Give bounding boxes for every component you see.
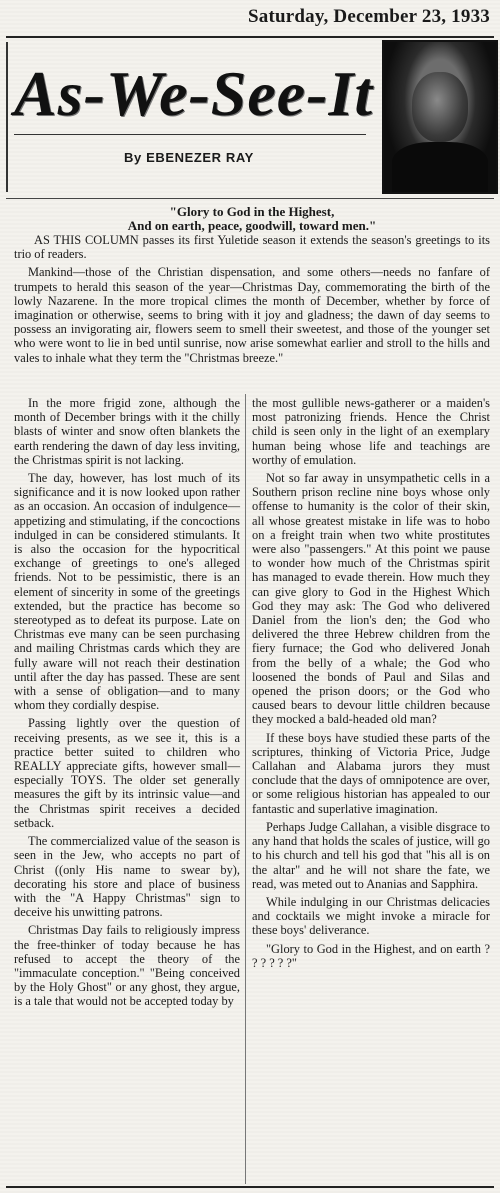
byline: By EBENEZER RAY: [124, 150, 254, 165]
right-column-paragraph: Perhaps Judge Callahan, a visible disgrace to any hand that holds the scales of justice, will go to his church and tell his god that "his all is on the altar" and he will not share the fate, we read, was meted out to Ananias and Sapphira.: [252, 819, 490, 891]
left-column-paragraph: Passing lightly over the question of receiving presents, as we see it, this is a practice better suited to children who REALLY appreciate gifts, however small—especially TOYS. The older set generally measures the gift by its intrinsic value—and the Christmas spirit receives a decided setback.: [14, 716, 240, 830]
portrait-shoulders: [392, 142, 488, 192]
intro-section: [14, 205, 490, 369]
right-column-paragraph: Not so far away in unsympathetic cells in a Southern prison recline nine boys whose only offense to humanity is the color of their skin, all whose greatest mistake in life was to hobo on a freight train when two white prostitutes were also "passengers." At this point we pause to wonder how much of the Christmas spirit has managed to evade therein. How much they can give glory to God in the Highest Which God they may ask: The God who delivered Daniel from the lion's den; the God who delivered the three Hebrew children from the fiery furnace; the God who delivered Jonah from the belly of a whale; the God who loosened the bonds of Paul and Silas and opened the prison doors; or the God who caused bears to devour little children because they mocked a bald-headed old man?: [252, 471, 490, 727]
left-column: [14, 396, 240, 1013]
opening-quote-line-1: "Glory to God in the Highest,: [169, 204, 335, 219]
closing-quote: "Glory to God in the Highest, and on earth ? ? ? ? ? ?": [252, 941, 490, 970]
author-portrait: [382, 40, 498, 194]
header-rule: [6, 198, 494, 199]
right-column: [252, 396, 490, 974]
right-column-paragraph: If these boys have studied these parts of the scriptures, thinking of Victoria Price, Judge Callahan and Alabama jurors they must conclude that the days of omnipotence are over, or some religious historian has appealed to our fantastic and superlative imagination.: [252, 730, 490, 816]
bottom-rule: [6, 1186, 494, 1188]
column-masthead: As-We-See-It: [14, 58, 374, 129]
dateline: Saturday, December 23, 1933: [247, 6, 490, 27]
masthead-divider: [14, 134, 366, 135]
left-column-paragraph: The commercialized value of the season is seen in the Jew, who accepts no part of Christ ((only His name to swear by), decorating his store and place of business with the "A Happy Christmas" sign to deceive his unwitting patrons.: [14, 834, 240, 920]
intro-paragraph: AS THIS COLUMN passes its first Yuletide season it extends the season's greetings to its trio of readers.: [14, 233, 490, 262]
opening-quote-line-2: And on earth, peace, goodwill, toward men.": [127, 218, 377, 233]
left-column-paragraph: The day, however, has lost much of its significance and it is now looked upon rather as an occasion. An occasion of indulgence—appetizing and stimulating, if the concoctions indulged in can be considered stimulants. It is also the occasion for the hypocritical exchange of greetings to one's alleged friends. Not to be pessimistic, there is an element of sincerity in some of the greetings extended, but the practice has become so stereotyped as to defeat its purpose. Late on Christmas eve many can be seen purchasing and mailing Christmas cards which they are fully aware will not reach their destination until after the day has passed. These are sent with a sense of obligation—and to many whom they cordially despise.: [14, 471, 240, 713]
left-column-paragraph: In the more frigid zone, although the month of December brings with it the chilly blasts of winter and snow often blankets the earth rendering the dawn of day less inviting, the Christmas spirit is not lacking.: [14, 396, 240, 467]
top-rule: [6, 36, 494, 38]
column-divider: [245, 394, 246, 1184]
portrait-face: [412, 72, 468, 142]
right-column-paragraph: While indulging in our Christmas delicacies and cocktails we might invoke a miracle for these boys' deliverance.: [252, 894, 490, 938]
intro-paragraph: Mankind—those of the Christian dispensation, and some others—needs no fanfare of trumpets to herald this season of the year—Christmas Day, commemorating the birth of the lowly Nazarene. In the more tropical climes the month of December, whether by force of imagination or otherwise, seems to bring with it joy and gladness; the dawn of day seems to possess an invigorating air, flowers seem to smell their sweetest, and those of the younger set who were wont to lie in bed until sunrise, now arise somewhat earlier and stroll to the hills and vales to inhale what they term the "Christmas breeze.": [14, 265, 490, 365]
right-column-paragraph: the most gullible news-gatherer or a maiden's most patronizing friends. Hence the Christ child is seen only in the light of an exemplary human being whose life and teachings are worthy of emulation.: [252, 396, 490, 467]
left-column-paragraph: Christmas Day fails to religiously impress the free-thinker of today because he has refused to accept the theory of the "immaculate conception." "Being conceived by the Holy Ghost" or any ghost, they argue, is a tale that would not be accepted today by: [14, 923, 240, 1009]
